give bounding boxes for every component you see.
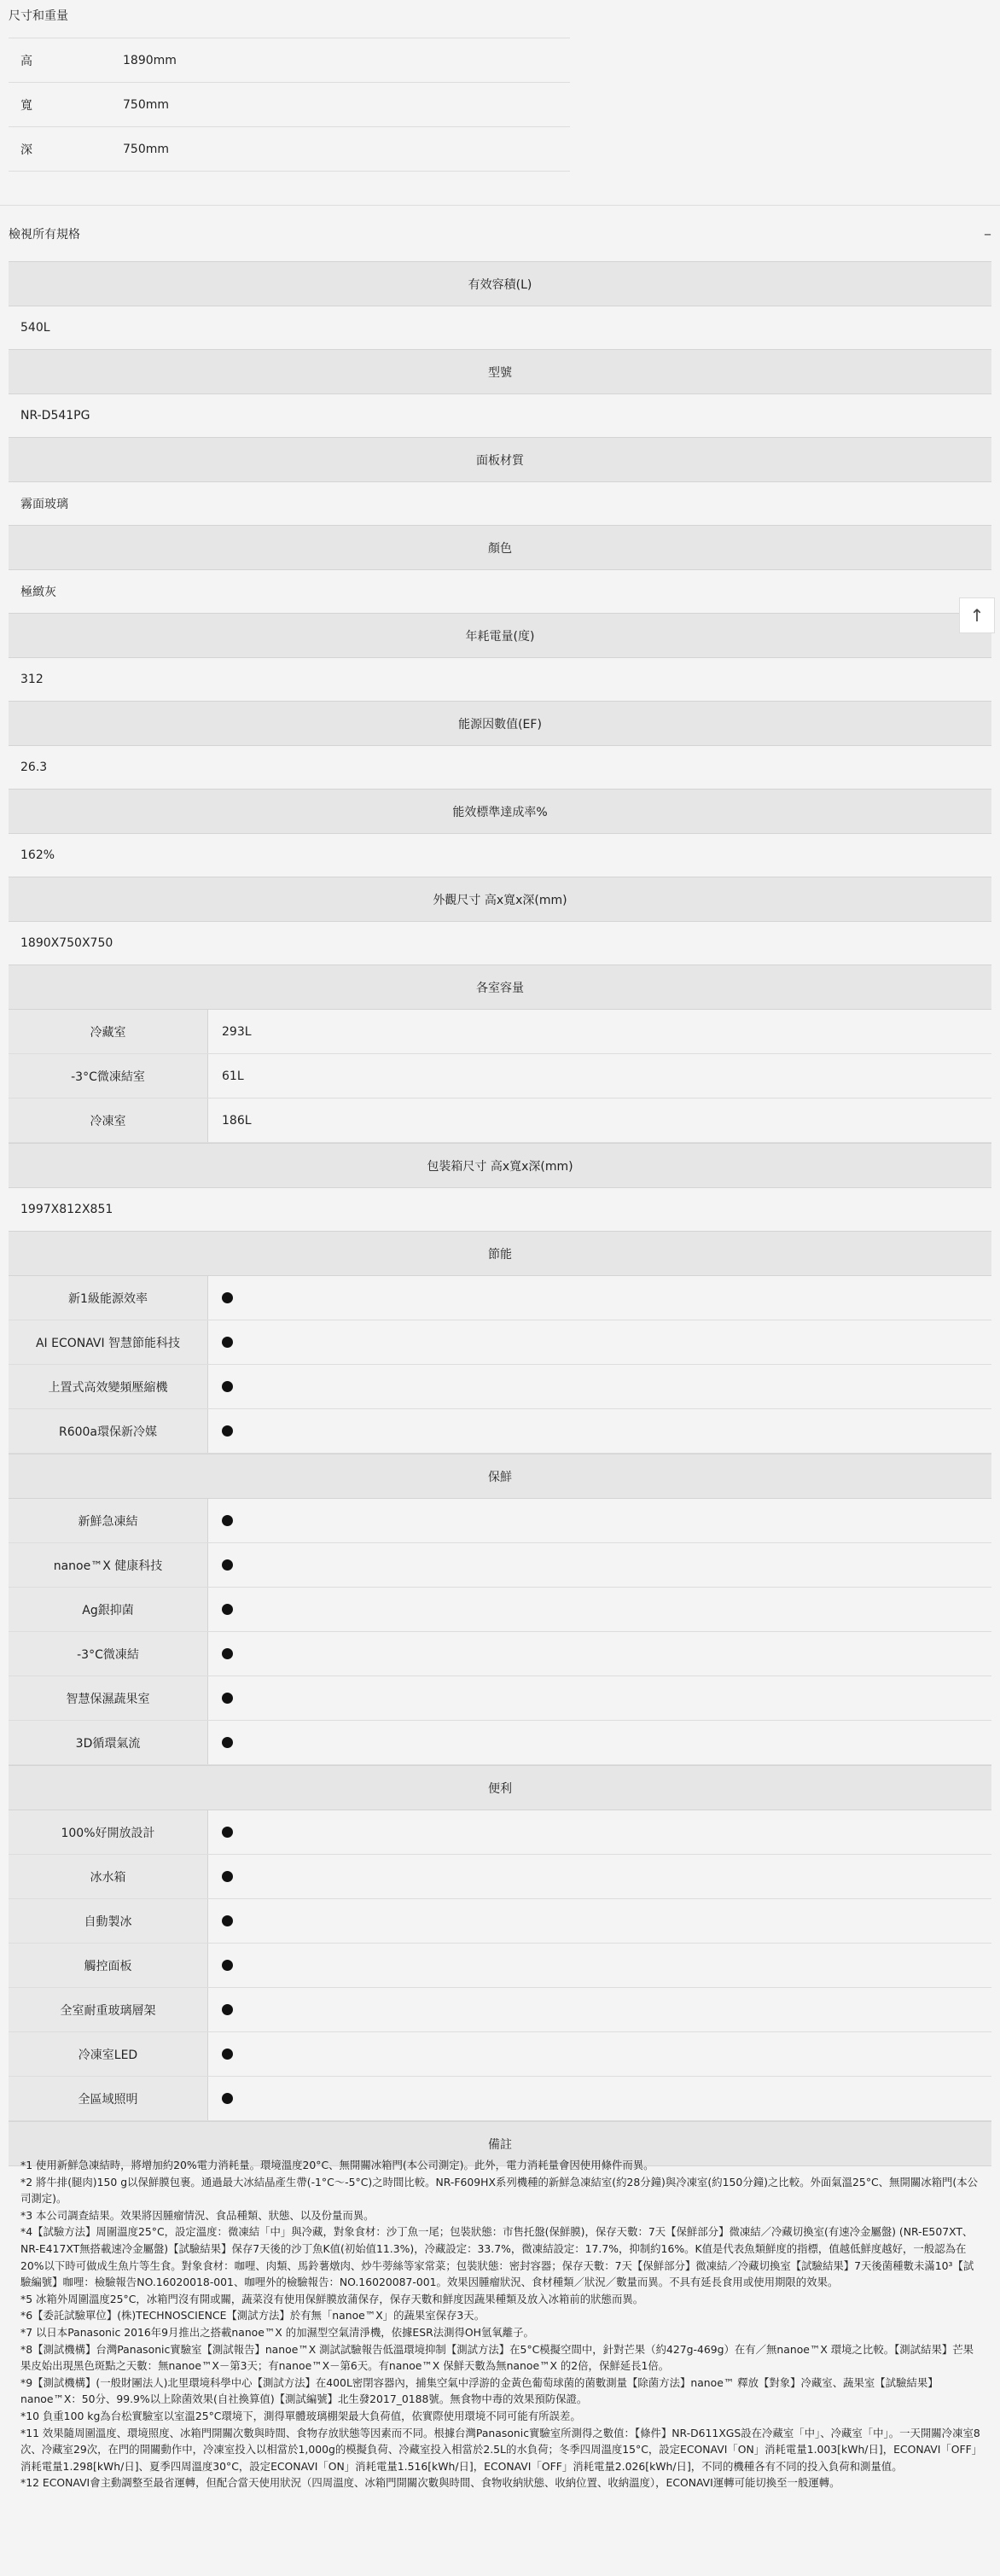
size-label: 高: [20, 54, 32, 68]
footnote: *3 本公司調查結果。效果將因腫瘤情況、食品種類、狀態、以及份量而異。: [20, 2208, 375, 2222]
spec-row: [9, 1409, 991, 1454]
spec-row-check: [208, 1899, 991, 1943]
spec-row-label: 100%好開放設計: [9, 1810, 208, 1854]
spec-row: [9, 1588, 991, 1632]
spec-row: [9, 1632, 991, 1676]
bullet-dot-icon: [222, 1737, 233, 1748]
footnote: *12 ECONAVI會主動調整至最省運轉，但配合當天使用狀況（四周溫度、冰箱門開關次數與時間、食物收納狀態、收納位置、收納溫度），ECONAVI運轉可能切換至一般運轉。: [20, 2476, 840, 2490]
view-all-specs-toggle[interactable]: [9, 224, 991, 244]
spec-row-check: [208, 1320, 991, 1364]
spec-value: 極緻灰: [20, 586, 56, 599]
spec-row: [9, 1543, 991, 1588]
spec-row-check: [208, 1543, 991, 1587]
spec-row-label: 新鮮急凍結: [9, 1499, 208, 1542]
size-row: [9, 38, 570, 83]
divider: [0, 205, 1000, 206]
footnotes: [20, 2157, 983, 2491]
spec-row-label: nanoe™X 健康科技: [9, 1543, 208, 1587]
spec-value: 312: [20, 673, 44, 686]
size-label: 深: [20, 143, 32, 157]
spec-row-check: [208, 1944, 991, 1987]
collapse-icon[interactable]: –: [984, 224, 991, 243]
spec-value: 540L: [20, 321, 50, 335]
bullet-dot-icon: [222, 1381, 233, 1392]
spec-row: [9, 1276, 991, 1320]
spec-row: [9, 1899, 991, 1944]
spec-row-check: [208, 1632, 991, 1676]
spec-row-label: 新1級能源效率: [9, 1276, 208, 1320]
spec-value: 霧面玻璃: [20, 498, 68, 511]
bullet-dot-icon: [222, 1693, 233, 1704]
spec-row-label: -3°C微凍結: [9, 1632, 208, 1676]
spec-row-label: 冰水箱: [9, 1855, 208, 1898]
bullet-dot-icon: [222, 1515, 233, 1526]
spec-row: [9, 1810, 991, 1855]
spec-row-label: 冷藏室: [9, 1010, 208, 1053]
footnote: *1 使用新鮮急凍結時，將增加約20%電力消耗量。環境溫度20°C、無開關冰箱門(本公司測定)。此外，電力消耗量會因使用條件而異。: [20, 2159, 654, 2171]
spec-section-header: 備註: [9, 2121, 991, 2166]
spec-value: 1890X750X750: [20, 936, 113, 950]
spec-row-check: [208, 2077, 991, 2120]
spec-section-header: 節能: [9, 1231, 991, 1276]
spec-section-header: 包裝箱尺寸 高x寬x深(mm): [9, 1143, 991, 1188]
spec-row: [9, 1320, 991, 1365]
spec-row: [9, 1054, 991, 1099]
view-all-specs-label: 檢視所有規格: [9, 228, 80, 242]
spec-row-value: 186L: [222, 1113, 252, 1128]
spec-row-label: 自動製冰: [9, 1899, 208, 1943]
spec-row: [9, 2077, 991, 2121]
bullet-dot-icon: [222, 1871, 233, 1882]
size-label: 寬: [20, 98, 32, 113]
size-table: [9, 38, 570, 172]
spec-value: 26.3: [20, 761, 48, 774]
footnote: *9【測試機構】(一般財團法人)北里環境科學中心【測試方法】在400L密閉容器內，捕集空氣中浮游的金黃色葡萄球菌的菌數測量【除菌方法】nanoe™ 釋放【對象】冷藏室、蔬果室【試驗結果】nanoe™X：50分、99.9%以上除菌效果(自社換算值)【測試編號】北生發2017_0188號。無食物中毒的效果預防保證。: [20, 2375, 939, 2406]
spec-row-label: 全室耐重玻璃層架: [9, 1988, 208, 2031]
spec-value: NR-D541PG: [20, 409, 90, 423]
spec-row-label: Ag銀抑菌: [9, 1588, 208, 1631]
size-value: 1890mm: [123, 53, 177, 67]
spec-section-header: 年耗電量(度): [9, 613, 991, 658]
spec-value: 162%: [20, 848, 55, 862]
spec-row: [9, 1099, 991, 1143]
spec-row-label: 3D循環氣流: [9, 1721, 208, 1764]
spec-row-check: [208, 1676, 991, 1720]
bullet-dot-icon: [222, 1604, 233, 1615]
footnote: *5 冰箱外周圍溫度25°C，冰箱門沒有開或關，蔬菜沒有使用保鮮膜放蒲保存，保存天數和鮮度因蔬果種類及放入冰箱前的狀態而異。: [20, 2292, 644, 2305]
bullet-dot-icon: [222, 2004, 233, 2015]
spec-row: [9, 1365, 991, 1409]
arrow-up-icon: ↑: [969, 605, 985, 626]
spec-row-label: R600a環保新冷媒: [9, 1409, 208, 1453]
spec-row-check: [208, 1721, 991, 1764]
spec-section-header: 型號: [9, 349, 991, 394]
spec-row-check: [208, 1855, 991, 1898]
spec-row: [9, 1499, 991, 1543]
back-to-top-button[interactable]: [959, 597, 995, 633]
spec-section-header: 能源因數值(EF): [9, 701, 991, 746]
bullet-dot-icon: [222, 1648, 233, 1659]
spec-row-check: [208, 1810, 991, 1854]
spec-section-header: 顏色: [9, 525, 991, 570]
spec-row-label: 智慧保濕蔬果室: [9, 1676, 208, 1720]
spec-row: [9, 1721, 991, 1765]
spec-row: [9, 1010, 991, 1054]
spec-section-header: 外觀尺寸 高x寬x深(mm): [9, 877, 991, 922]
footnote: *4【試驗方法】周圍溫度25°C，設定溫度：微凍結「中」與冷藏，對象食材：沙丁魚一尾；包裝狀態：市售托盤(保鮮膜)，保存天數：7天【保鮮部分】微凍結／冷藏切換室(有速冷金屬盤) (NR-E507XT、NR-E417XT無搭載速冷金屬盤)【試驗結果】保存7天後的沙丁魚K值(初始值11.3%)，冷藏設定：33.7%，微凍結設定：17.7%，抑制約16%。K值是代表魚類鮮度的指標，值越低鮮度越好，一般認為在20%以下時可做成生魚片等生食。對象食材：咖哩、肉類、馬鈴薯燉肉、炒牛蒡絲等家常菜；包裝狀態：密封容器；保存天數：7天【保鮮部分】微凍結／冷藏切換室【試驗結果】7天後菌種數未滿10³【試驗編號】咖哩：檢驗報告NO.16020018-001、咖哩外的檢驗報告：NO.16020087-001。效果因腫瘤狀況、食材種類／狀況／數量而異。不具有延長食用或使用期限的效果。: [20, 2225, 974, 2289]
footnote: *10 負重100 kg為台松實驗室以室溫25°C環境下，測得單體玻璃棚架最大負荷值，依實際使用環境不同可能有所誤差。: [20, 2409, 581, 2422]
bullet-dot-icon: [222, 1559, 233, 1571]
footnote: *7 以日本Panasonic 2016年9月推出之搭載nanoe™X 的加濕型空氣清淨機，依據ESR法測得OH氫氧離子。: [20, 2325, 534, 2339]
bullet-dot-icon: [222, 1960, 233, 1971]
bullet-dot-icon: [222, 1337, 233, 1348]
spec-row-value: 61L: [222, 1069, 244, 1083]
spec-row-label: 冷凍室LED: [9, 2032, 208, 2076]
spec-section-header: 有效容積(L): [9, 261, 991, 306]
bullet-dot-icon: [222, 1827, 233, 1838]
bullet-dot-icon: [222, 1292, 233, 1303]
spec-row: [9, 1855, 991, 1899]
size-section-title: 尺寸和重量: [9, 9, 68, 23]
bullet-dot-icon: [222, 2093, 233, 2104]
spec-row: [9, 1988, 991, 2032]
spec-row-check: [208, 1409, 991, 1453]
spec-row: [9, 2032, 991, 2077]
spec-row: [9, 1676, 991, 1721]
spec-section-header: 能效標準達成率%: [9, 789, 991, 834]
spec-row-label: 全區域照明: [9, 2077, 208, 2120]
footnote: *2 將牛排(腿肉)150 g以保鮮膜包裹。通過最大冰結晶產生帶(-1°C〜-5°C)之時間比較。NR-F609HX系列機種的新鮮急凍結室(約28分鐘)與冷凍室(約150分鐘)之比較。外面氣溫25°C、無開關冰箱門(本公司測定)。: [20, 2175, 979, 2206]
size-row: [9, 83, 570, 127]
spec-row-check: [208, 1588, 991, 1631]
spec-section-header: 保鮮: [9, 1454, 991, 1499]
spec-value: 1997X812X851: [20, 1203, 113, 1216]
footnote: *6【委託試驗單位】(株)TECHNOSCIENCE【測試方法】於有無「nanoe™X」的蔬果室保存3天。: [20, 2309, 485, 2322]
spec-row-check: [208, 1499, 991, 1542]
spec-list: [9, 261, 991, 2166]
spec-row-label: 冷凍室: [9, 1099, 208, 1142]
size-row: [9, 127, 570, 172]
spec-row-value: 293L: [222, 1024, 252, 1039]
spec-row-label: 觸控面板: [9, 1944, 208, 1987]
spec-row-check: [208, 1988, 991, 2031]
bullet-dot-icon: [222, 2049, 233, 2060]
spec-row-label: AI ECONAVI 智慧節能科技: [9, 1320, 208, 1364]
spec-section-header: 各室容量: [9, 965, 991, 1010]
size-value: 750mm: [123, 142, 169, 156]
footnote: *8【測試機構】台灣Panasonic實驗室【測試報告】nanoe™X 測試試驗報告低溫環境抑制【測試方法】在5°C模擬空間中，針對芒果（約427g-469g）在有／無nanoe™X 環境之比較。【測試結果】芒果果皮始出現黑色斑點之天數：無nanoe™X－第3天；有nanoe™X－第6天。有nanoe™X 保鮮天數為無nanoe™X 的2倍，保鮮延長1倍。: [20, 2342, 974, 2373]
spec-row-check: [208, 1276, 991, 1320]
spec-row: [9, 1944, 991, 1988]
spec-row-label: 上置式高效變頻壓縮機: [9, 1365, 208, 1408]
size-value: 750mm: [123, 97, 169, 112]
spec-row-label: -3°C微凍結室: [9, 1054, 208, 1098]
bullet-dot-icon: [222, 1425, 233, 1437]
spec-section-header: 面板材質: [9, 437, 991, 482]
spec-row-check: [208, 2032, 991, 2076]
spec-row-check: [208, 1365, 991, 1408]
spec-section-header: 便利: [9, 1765, 991, 1810]
bullet-dot-icon: [222, 1915, 233, 1926]
footnote: *11 效果隨周圍溫度、環境照度、冰箱門開關次數與時間、食物存放狀態等因素而不同。根據台灣Panasonic實驗室所測得之數值：【條件】NR-D611XGS設在冷藏室「中」、冷藏室「中」。一天開關冷凍室8次、冷藏室29次，在門的開關動作中，冷凍室投入以相當於1,000g的模擬負荷、冷藏室投入相當於2.5L的水負荷；冬季四周溫度15°C，設定ECONAVI「ON」消耗電量1.003[kWh/日]，ECONAVI「OFF」消耗電量1.298[kWh/日]、夏季四周溫度30°C，設定ECONAVI「ON」消耗電量1.516[kWh/日]，ECONAVI「OFF」消耗電量2.026[kWh/日]，不同的機種各有不同的投入負荷和測量值。: [20, 2426, 983, 2473]
